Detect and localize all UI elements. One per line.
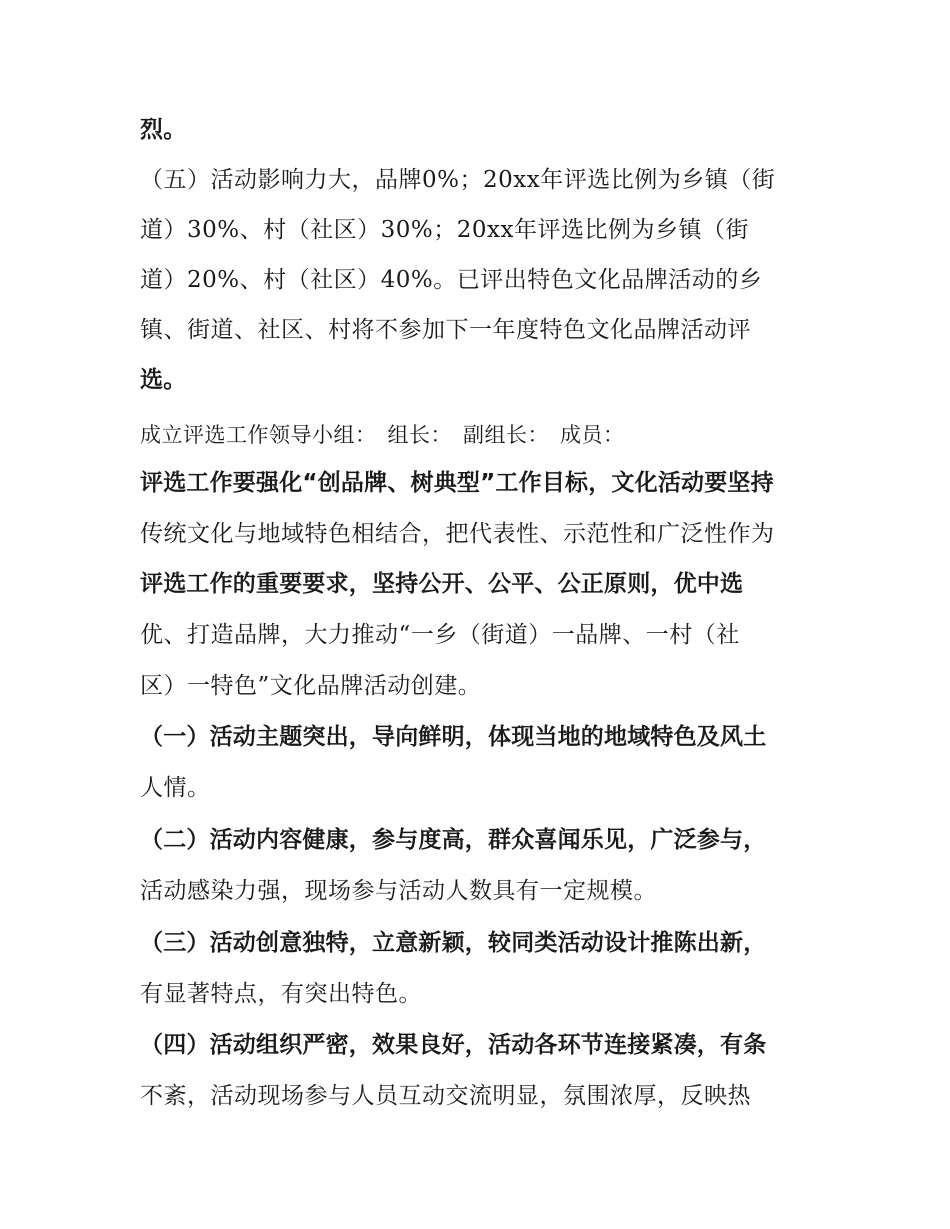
text-line: 人情。 [140,775,211,801]
text-line: （五）活动影响力大，品牌0%；20xx年评选比例为乡镇（街 [140,167,776,193]
text-line: 区）一特色”文化品牌活动创建。 [140,673,482,699]
text-line: 道）20%、村（社区）40%。已评出特色文化品牌活动的乡 [140,267,763,293]
text-line: （三）活动创意独特，立意新颖，较同类活动设计推陈出新， [140,930,767,956]
text-line: 道）30%、村（社区）30%；20xx年评选比例为乡镇（街 [140,217,749,243]
text-line: 活动感染力强，现场参与活动人数具有一定规模。 [140,878,657,904]
text-line: （二）活动内容健康，参与度高，群众喜闻乐见，广泛参与， [140,827,767,853]
text-line: 优、打造品牌，大力推动“一乡（街道）一品牌、一村（社 [140,622,740,648]
text-line: 烈。 [140,117,187,143]
text-line: 选。 [140,367,187,393]
text-line: 评选工作的重要要求，坚持公开、公平、公正原则，优中选 [140,571,744,597]
text-line: 传统文化与地域特色相结合，把代表性、示范性和广泛性作为 [140,521,775,547]
text-line: 有显著特点，有突出特色。 [140,981,422,1007]
text-line: （四）活动组织严密，效果良好，活动各环节连接紧凑，有条 [140,1032,767,1058]
text-line: （一）活动主题突出，导向鲜明，体现当地的地域特色及风土 [140,724,767,750]
text-line: 镇、街道、社区、村将不参加下一年度特色文化品牌活动评 [140,317,751,343]
text-line: 评选工作要强化“创品牌、树典型”工作目标，文化活动要坚持 [140,470,774,496]
text-line: 成立评选工作领导小组： 组长： 副组长： 成员： [140,423,625,447]
text-line: 不紊，活动现场参与人员互动交流明显，氛围浓厚，反映热 [140,1083,751,1109]
